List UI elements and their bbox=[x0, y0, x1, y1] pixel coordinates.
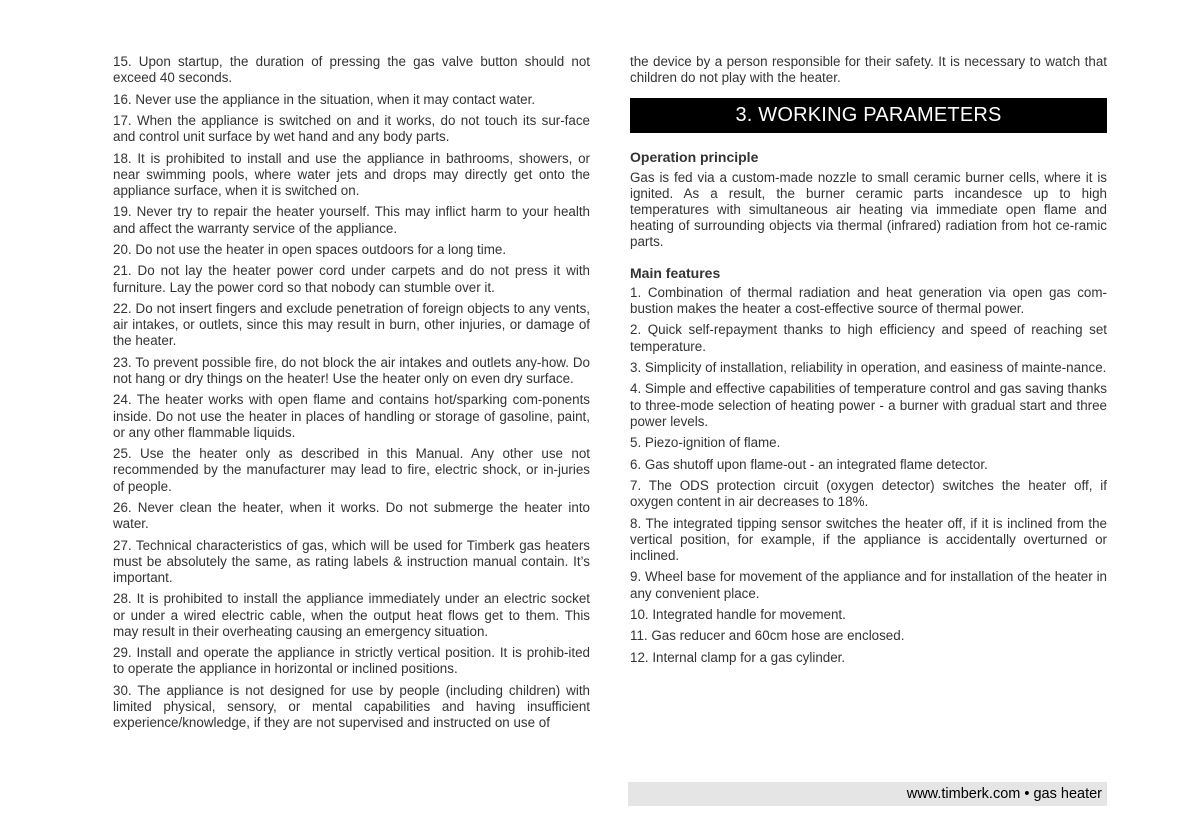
main-features-heading: Main features bbox=[630, 264, 721, 281]
feature-item-7: 7. The ODS protection circuit (oxygen detector) switches the heater off, if oxygen content in air decreases to 18%. bbox=[630, 477, 1107, 510]
feature-item-1: 1. Combination of thermal radiation and heat generation via open gas com-bustion makes the heater a cost-effective source of thermal power. bbox=[630, 284, 1107, 317]
feature-item-10: 10. Integrated handle for movement. bbox=[630, 606, 846, 622]
safety-item-22: 22. Do not insert fingers and exclude penetration of foreign objects to any vents, air intakes, or outlets, since this may result in burn, other injuries, or damage of the heater. bbox=[113, 300, 590, 349]
safety-item-23: 23. To prevent possible fire, do not block the air intakes and outlets any-how. Do not hang or dry things on the heater! Use the heater only on even dry surface. bbox=[113, 354, 590, 386]
safety-item-24: 24. The heater works with open flame and contains hot/sparking com-ponents inside. Do not use the heater in places of handling or storage of gasoline, paint, or any other flammable liquids. bbox=[113, 392, 590, 440]
safety-item-26: 26. Never clean the heater, when it works. Do not submerge the heater into water. bbox=[113, 499, 590, 532]
safety-item-16: 16. Never use the appliance in the situation, when it may contact water. bbox=[113, 91, 536, 107]
safety-item-18: 18. It is prohibited to install and use the appliance in bathrooms, showers, or near swimming pools, where water jets and drops may directly get onto the appliance surface, when it is switched on. bbox=[113, 150, 590, 198]
section-title: 3. WORKING PARAMETERS bbox=[630, 98, 1107, 133]
operation-principle-text: Gas is fed via a custom-made nozzle to small ceramic burner cells, where it is ignited. As a result, the burner ceramic parts incandesce up to high temperatures with simultaneous air heating via immediate open flame and heating of surrounding objects via thermal (infrared) radiation from hot ce-ramic parts. bbox=[630, 169, 1107, 250]
right-column bbox=[630, 54, 1107, 671]
feature-item-11: 11. Gas reducer and 60cm hose are enclosed. bbox=[630, 628, 905, 644]
operation-principle-heading: Operation principle bbox=[630, 149, 759, 166]
left-column bbox=[113, 54, 590, 737]
feature-item-8: 8. The integrated tipping sensor switches the heater off, if it is inclined from the vertical position, for example, if the appliance is accidentally overturned or inclined. bbox=[630, 515, 1107, 563]
feature-item-9: 9. Wheel base for movement of the appliance and for installation of the heater in any convenient place. bbox=[630, 569, 1107, 601]
safety-item-28: 28. It is prohibited to install the appliance immediately under an electric socket or under a wired electric cable, when the output heat flows get to them. This may result in their overheating causing an emergency situation. bbox=[113, 591, 590, 639]
safety-item-29: 29. Install and operate the appliance in strictly vertical position. It is prohib-ited to operate the appliance in horizontal or inclined positions. bbox=[113, 645, 590, 677]
feature-item-6: 6. Gas shutoff upon flame-out - an integrated flame detector. bbox=[630, 456, 988, 472]
safety-item-15: 15. Upon startup, the duration of pressing the gas valve button should not exceed 40 seconds. bbox=[113, 54, 590, 86]
safety-item-30: 30. The appliance is not designed for use by people (including children) with limited physical, sensory, or mental capabilities and having insufficient experience/knowledge, if they are not supervised and instructed on use of bbox=[113, 682, 590, 731]
safety-item-25: 25. Use the heater only as described in this Manual. Any other use not recommended by the manufacturer may lead to fire, electric shock, or in-juries of people. bbox=[113, 446, 590, 494]
safety-item-27: 27. Technical characteristics of gas, which will be used for Timberk gas heaters must be absolutely the same, as rating labels & instruction manual contain. It’s important. bbox=[113, 537, 590, 585]
feature-item-4: 4. Simple and effective capabilities of temperature control and gas saving thanks to three-mode selection of heating power - a burner with gradual start and three power levels. bbox=[630, 381, 1107, 429]
feature-item-2: 2. Quick self-repayment thanks to high efficiency and speed of reaching set temperature. bbox=[630, 322, 1107, 354]
page-footer: www.timberk.com • gas heater bbox=[628, 782, 1107, 806]
safety-item-17: 17. When the appliance is switched on and it works, do not touch its sur-face and control unit surface by wet hand and any body parts. bbox=[113, 112, 590, 145]
feature-item-5: 5. Piezo-ignition of flame. bbox=[630, 435, 781, 451]
safety-item-21: 21. Do not lay the heater power cord under carpets and do not press it with furniture. Lay the power cord so that nobody can stumble over it. bbox=[113, 263, 590, 295]
safety-item-19: 19. Never try to repair the heater yourself. This may inflict harm to your health and affect the warranty service of the appliance. bbox=[113, 204, 590, 236]
feature-item-3: 3. Simplicity of installation, reliability in operation, and easiness of mainte-nance. bbox=[630, 360, 1107, 376]
safety-item-30-continuation: the device by a person responsible for their safety. It is necessary to watch that children do not play with the heater. bbox=[630, 54, 1107, 86]
feature-item-12: 12. Internal clamp for a gas cylinder. bbox=[630, 649, 846, 665]
safety-item-20: 20. Do not use the heater in open spaces outdoors for a long time. bbox=[113, 241, 507, 257]
